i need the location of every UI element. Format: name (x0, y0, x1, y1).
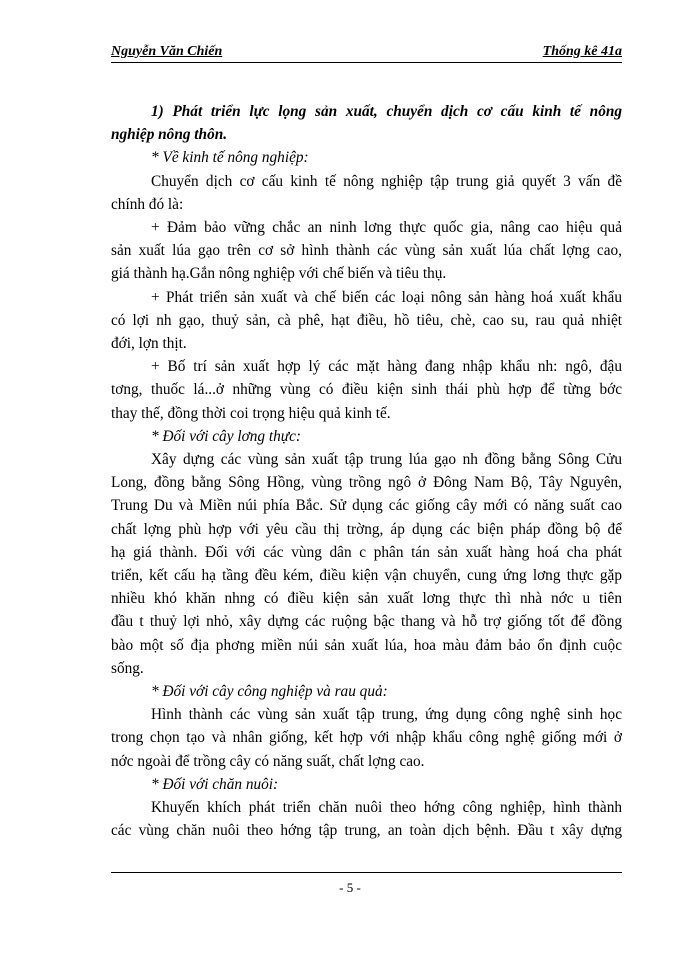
text-line: nớc ngoài để trồng cây có năng suất, chất lợng cao. (111, 752, 425, 770)
text-line: Long, đồng bằng Sông Hồng, vùng trồng ngô ở Đông Nam Bộ, Tây Nguyên, (111, 474, 622, 492)
header-author: Nguyễn Văn Chiến (111, 44, 223, 59)
paragraph (111, 170, 622, 216)
paragraph (111, 448, 622, 680)
text-line: chính đó là: (111, 195, 184, 213)
text-line: bào một số địa phơng miền núi sản xuất lúa, hoa màu đảm bảo ổn định cuộc (111, 636, 622, 654)
text-line: thay thế, đồng thời coi trọng hiệu quả kinh tế. (111, 404, 391, 422)
heading-line: nghiệp nông thôn. (111, 126, 228, 144)
page-header (111, 40, 622, 63)
text-line: hạ giá thành. Đối với các vùng dân c phân tán sản xuất hàng hoá cha phát (111, 543, 622, 561)
text-line: có lợi nh gạo, thuỷ sản, cà phê, hạt điều, hồ tiêu, chè, cao su, rau quả nhiệt (111, 311, 622, 329)
subheading-agriculture: * Về kinh tế nông nghiệp: (151, 149, 309, 167)
subheading-industrial-crops: * Đối với cây công nghiệp và rau quả: (151, 683, 388, 701)
text-line: nhiều khó khăn nhng có điều kiện sản xuất lơng thực thì nhà nớc u tiên (111, 590, 622, 608)
text-line: trong chọn tạo và nhân giống, kết hợp với nhập khẩu công nghệ giống mới ở (111, 729, 622, 747)
paragraph (111, 355, 622, 425)
text-line: Trung Du và Miền núi phía Bắc. Sử dụng các giống cây mới có năng suất cao (111, 497, 622, 515)
paragraph (111, 216, 622, 286)
document-body (111, 100, 622, 843)
text-line: Xây dựng các vùng sản xuất tập trung lúa gạo nh đồng bằng Sông Cửu (151, 451, 622, 469)
subheading-livestock: * Đối với chăn nuôi: (151, 775, 279, 793)
footer-divider (111, 872, 622, 873)
text-line: tơng, thuốc lá...ở những vùng có điều kiện sinh thái phù hợp để từng bớc (111, 381, 622, 399)
text-line: chất lợng phù hợp với yêu cầu thị trờng, áp dụng các biện pháp đồng bộ để (111, 520, 622, 538)
text-line: Khuyến khích phát triển chăn nuôi theo hớng công nghiệp, hình thành (151, 799, 622, 817)
text-line: + Đảm bảo vững chắc an ninh lơng thực quốc gia, nâng cao hiệu quả (151, 219, 622, 237)
text-line: triển, kết cấu hạ tầng đều kém, điều kiện vận chuyển, cung ứng lơng thực gặp (111, 567, 622, 585)
text-line: Chuyển dịch cơ cấu kinh tế nông nghiệp tập trung giả quyết 3 vấn đề (151, 172, 622, 190)
heading-line: 1) Phát triển lực lọng sản xuất, chuyển dịch cơ cấu kinh tế nông (151, 103, 622, 120)
text-line: + Bố trí sản xuất hợp lý các mặt hàng đang nhập khẩu nh: ngô, đậu (151, 358, 622, 376)
text-line: Hình thành các vùng sản xuất tập trung, ứng dụng công nghệ sinh học (151, 706, 622, 724)
subheading-food-crops: * Đối với cây lơng thực: (151, 427, 301, 445)
page-number: - 5 - (339, 880, 361, 895)
text-line: các vùng chăn nuôi theo hớng tập trung, an toàn dịch bệnh. Đầu t xây dựng (111, 822, 622, 840)
header-class: Thống kê 41a (542, 44, 622, 59)
text-line: sản xuất lúa gạo trên cơ sở hình thành các vùng sản xuất lúa chất lợng cao, (111, 242, 622, 260)
text-line: đới, lợn thịt. (111, 335, 187, 353)
text-line: sống. (111, 659, 144, 677)
paragraph (111, 703, 622, 773)
paragraph (111, 286, 622, 356)
text-line: giá thành hạ.Gắn nông nghiệp với chế biến và tiêu thụ. (111, 265, 447, 283)
paragraph (111, 796, 622, 842)
section-heading (111, 100, 622, 146)
text-line: đầu t thuỷ lợi nhỏ, xây dựng các ruộng bậc thang và hỗ trợ giống tốt để đồng (111, 613, 622, 631)
text-line: + Phát triển sản xuất và chế biến các loại nông sản hàng hoá xuất khẩu (151, 288, 622, 306)
